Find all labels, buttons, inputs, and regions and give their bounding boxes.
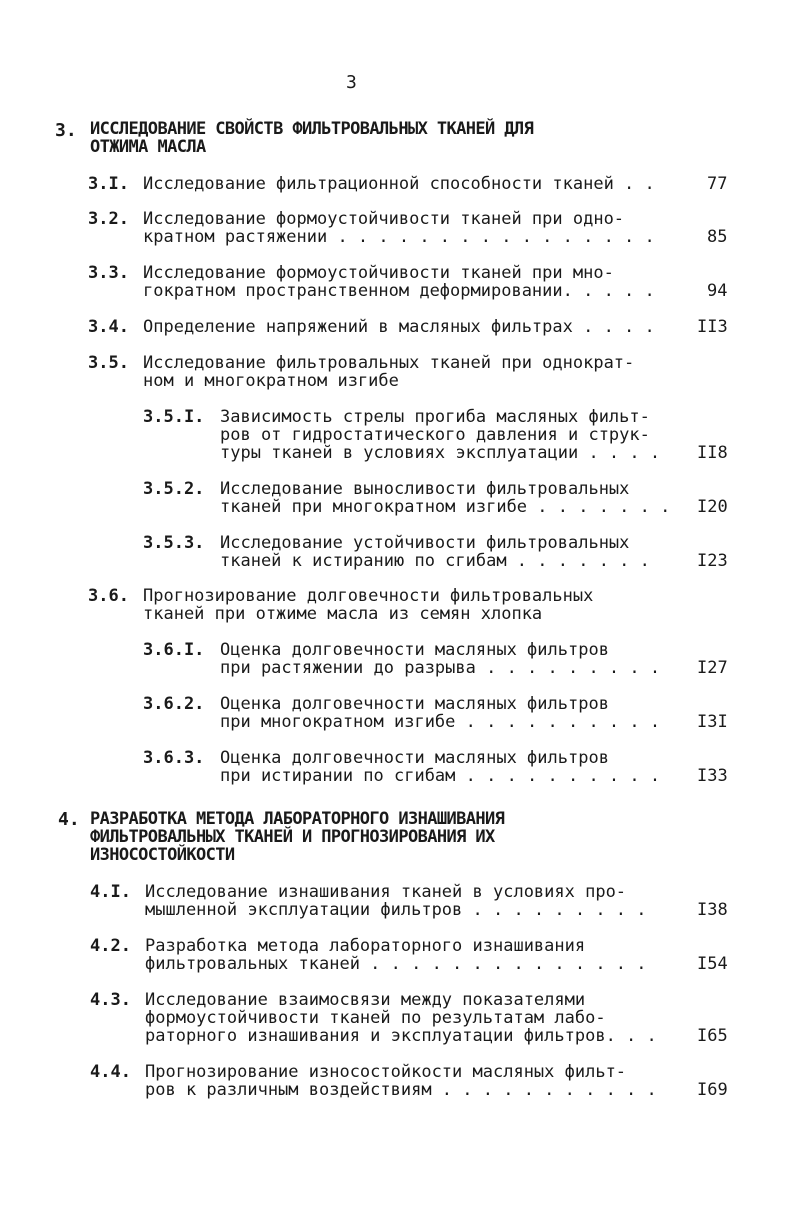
toc-entry-line: формоустойчивости тканей по результатам лабо- [145,1008,606,1028]
toc-entry-page: 85 [707,227,728,247]
toc-entry-line: Исследование устойчивости фильтровальных [220,533,630,553]
toc-entry-line: гократном пространственном деформировании. . . . . [143,281,655,301]
toc-entry-number: 3.4. [88,317,129,337]
toc-entry-line: Исследование фильтрационной способности тканей . . [143,174,655,194]
toc-entry-number: 3.6.I. [143,640,205,660]
toc-entry-line: ном и многократном изгибе [143,371,399,391]
toc-entry-page: I23 [697,551,728,571]
toc-entry-page: I27 [697,658,728,678]
toc-entry-number: 3.2. [88,209,129,229]
toc-entry-line: Исследование формоустойчивости тканей при одно- [143,209,625,229]
toc-entry-line: фильтровальных тканей . . . . . . . . . . . . . . [145,954,647,974]
chapter-4-title-line-3: ИЗНОСОСТОЙКОСТИ [90,845,235,865]
toc-entry-number: 3.I. [88,174,129,194]
toc-entry-number: 3.3. [88,263,129,283]
toc-entry-page: I20 [697,497,728,517]
toc-entry-number: 3.5.I. [143,407,205,427]
toc-entry-number: 3.6.2. [143,694,205,714]
toc-entry-line: Исследование взаимосвязи между показателями [145,990,586,1010]
toc-entry-line: при многократном изгибе . . . . . . . . . . [220,712,661,732]
toc-entry-page: I33 [697,766,728,786]
toc-entry-line: Оценка долговечности масляных фильтров [220,640,609,660]
toc-entry-page: 94 [707,281,728,301]
chapter-4-number: 4. [58,809,80,830]
toc-entry-line: Оценка долговечности масляных фильтров [220,694,609,714]
page-number: 3 [346,72,357,93]
toc-entry-line: Оценка долговечности масляных фильтров [220,748,609,768]
toc-entry-line: туры тканей в условиях эксплуатации . . . . [220,443,661,463]
toc-entry-line: Исследование фильтровальных тканей при однократ- [143,353,635,373]
chapter-4-title-line-2: ФИЛЬТРОВАЛЬНЫХ ТКАНЕЙ И ПРОГНОЗИРОВАНИЯ ИХ [90,827,495,847]
toc-entry-page: I3I [697,712,728,732]
toc-entry-number: 3.5.3. [143,533,205,553]
toc-entry-number: 4.3. [90,990,131,1010]
toc-entry-line: ров от гидростатического давления и струк- [220,425,650,445]
toc-entry-page: I38 [697,900,728,920]
toc-entry-line: раторного изнашивания и эксплуатации фильтров. . . [145,1026,657,1046]
toc-entry-line: Прогнозирование износостойкости масляных фильт- [145,1062,627,1082]
toc-entry-line: Зависимость стрелы прогиба масляных фильт- [220,407,650,427]
toc-entry-page: II8 [697,443,728,463]
toc-entry-line: ров к различным воздействиям . . . . . . . . . . . [145,1080,657,1100]
toc-entry-number: 3.6.3. [143,748,205,768]
chapter-3-title-line-1: ИССЛЕДОВАНИЕ СВОЙСТВ ФИЛЬТРОВАЛЬНЫХ ТКАНЕЙ ДЛЯ [90,119,534,139]
toc-entry-page: I65 [697,1026,728,1046]
toc-entry-line: мышленной эксплуатации фильтров . . . . . . . . . [145,900,647,920]
toc-entry-line: Разработка метода лабораторного изнашивания [145,936,586,956]
toc-entry-line: Исследование изнашивания тканей в условиях про- [145,882,627,902]
toc-entry-page: 77 [707,174,728,194]
chapter-4-title-line-1: РАЗРАБОТКА МЕТОДА ЛАБОРАТОРНОГО ИЗНАШИВАНИЯ [90,809,505,829]
toc-entry-number: 4.I. [90,882,131,902]
toc-entry-number: 3.5. [88,353,129,373]
toc-entry-number: 3.5.2. [143,479,205,499]
toc-entry-line: Определение напряжений в масляных фильтрах . . . . [143,317,655,337]
toc-entry-number: 4.2. [90,936,131,956]
toc-entry-line: при истирании по сгибам . . . . . . . . . . [220,766,661,786]
toc-entry-page: II3 [697,317,728,337]
toc-entry-line: Исследование формоустойчивости тканей при мно- [143,263,614,283]
toc-entry-line: Прогнозирование долговечности фильтровальных [143,586,594,606]
toc-entry-line: тканей при отжиме масла из семян хлопка [143,604,543,624]
toc-entry-line: Исследование выносливости фильтровальных [220,479,630,499]
toc-entry-line: кратном растяжении . . . . . . . . . . . . . . . . [143,227,655,247]
toc-entry-line: при растяжении до разрыва . . . . . . . . . [220,658,661,678]
toc-entry-page: I54 [697,954,728,974]
chapter-3-number: 3. [55,120,77,141]
chapter-3-title-line-2: ОТЖИМА МАСЛА [90,137,206,157]
toc-entry-number: 3.6. [88,586,129,606]
toc-entry-line: тканей при многократном изгибе . . . . . . . [220,497,671,517]
toc-entry-number: 4.4. [90,1062,131,1082]
toc-entry-page: I69 [697,1080,728,1100]
toc-entry-line: тканей к истиранию по сгибам . . . . . . . [220,551,650,571]
